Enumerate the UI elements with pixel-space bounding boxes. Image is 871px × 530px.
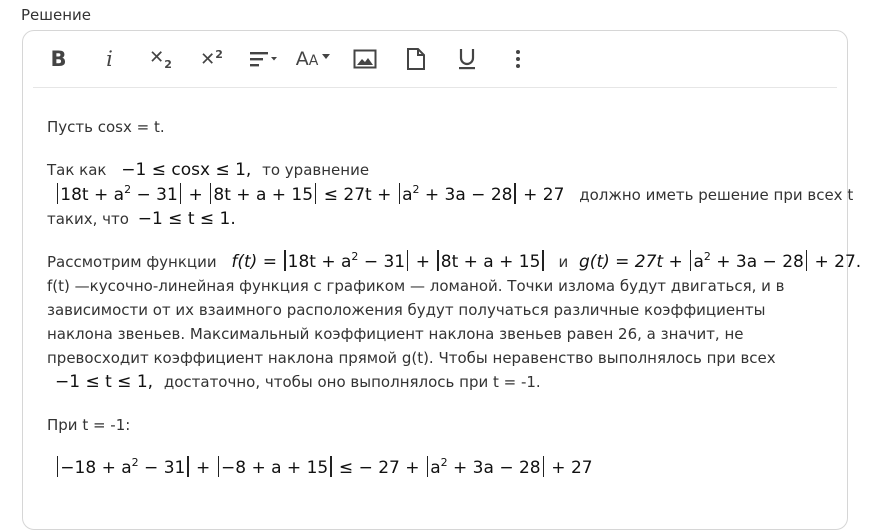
text-sufficient: достаточно, чтобы оно выполнялось при t = -1.: [163, 373, 541, 391]
editor-toolbar: [33, 31, 837, 88]
text-since: Так как: [47, 161, 107, 179]
italic-button[interactable]: [84, 39, 135, 79]
paragraph-at-t-minus-one: При t = -1:: [47, 416, 131, 434]
paragraph-functions-line5: превосходит коэффициент наклона прямой g(t). Чтобы неравенство выполнялось при всех: [47, 349, 776, 367]
editor-content[interactable]: [47, 115, 862, 480]
underline-icon: [456, 47, 478, 71]
math-final-inequality: $-18 + a^2 - 31 + -8 + a + 15$ ≤ − $27 + a^2 + 3a - 28 + 27$: [55, 458, 593, 478]
math-f-definition: $f(t) = 18t + a^2 - 31 + 8t + a + 15$: [231, 252, 545, 272]
text-consider-functions: Рассмотрим функции: [47, 253, 217, 271]
paragraph-functions-line6: [47, 370, 827, 394]
text-such-that: таких, что: [47, 210, 129, 228]
math-inequality-main: $18t + a^2 - 31 + 8t + a + 15 \le 27t + a^2 + 3a - 28 + 27$: [55, 185, 564, 205]
file-icon: [406, 47, 426, 71]
paragraph-functions-line3: зависимости от их взаимного расположения будут получаться различные коэффициенты: [47, 301, 766, 319]
image-icon: [353, 49, 377, 69]
align-icon: [248, 49, 278, 69]
paragraph-final-inequality: [47, 456, 827, 480]
paragraph-substitution: Пусть cosx = t.: [47, 118, 165, 136]
subscript-button[interactable]: [135, 39, 186, 79]
text-then-equation: то уравнение: [262, 161, 370, 179]
more-button[interactable]: [492, 39, 543, 79]
math-cos-range: −1 ≤ cosx ≤ 1,: [121, 160, 252, 180]
font-size-icon: AA: [296, 48, 332, 70]
paragraph-condition-line2: [47, 183, 854, 207]
superscript-icon: ✕$^2$: [200, 48, 223, 70]
bold-icon: B: [50, 47, 67, 71]
field-label: Решение: [21, 6, 92, 24]
paragraph-condition-line3: [47, 207, 827, 231]
paragraph-functions-line4: наклона звеньев. Максимальный коэффициент наклона звеньев равен 26, а значит, не: [47, 325, 744, 343]
align-button[interactable]: [237, 39, 288, 79]
paragraph-condition-line1: [47, 158, 827, 182]
paragraph-functions-line1: [47, 250, 862, 274]
text-and: и: [558, 253, 569, 271]
image-button[interactable]: [339, 39, 390, 79]
file-button[interactable]: [390, 39, 441, 79]
math-t-range: −1 ≤ t ≤ 1.: [137, 209, 236, 229]
underline-button[interactable]: [441, 39, 492, 79]
math-g-definition: $g(t) = 27t + a^2 + 3a - 28 + 27$.: [579, 250, 862, 272]
more-vertical-icon: [515, 49, 521, 69]
bold-button[interactable]: [33, 39, 84, 79]
rich-text-editor[interactable]: [22, 30, 862, 530]
superscript-button[interactable]: [186, 39, 237, 79]
text-must-have-solution: должно иметь решение при всех t: [579, 186, 854, 204]
paragraph-functions-line2: f(t) —кусочно-линейная функция с графиком — ломаной. Точки излома будут двигаться, и в: [47, 277, 785, 295]
font-size-button[interactable]: [288, 39, 339, 79]
italic-icon: i: [106, 47, 113, 71]
math-t-range-2: −1 ≤ t ≤ 1,: [55, 372, 154, 392]
subscript-icon: $✕_2$: [149, 47, 172, 71]
